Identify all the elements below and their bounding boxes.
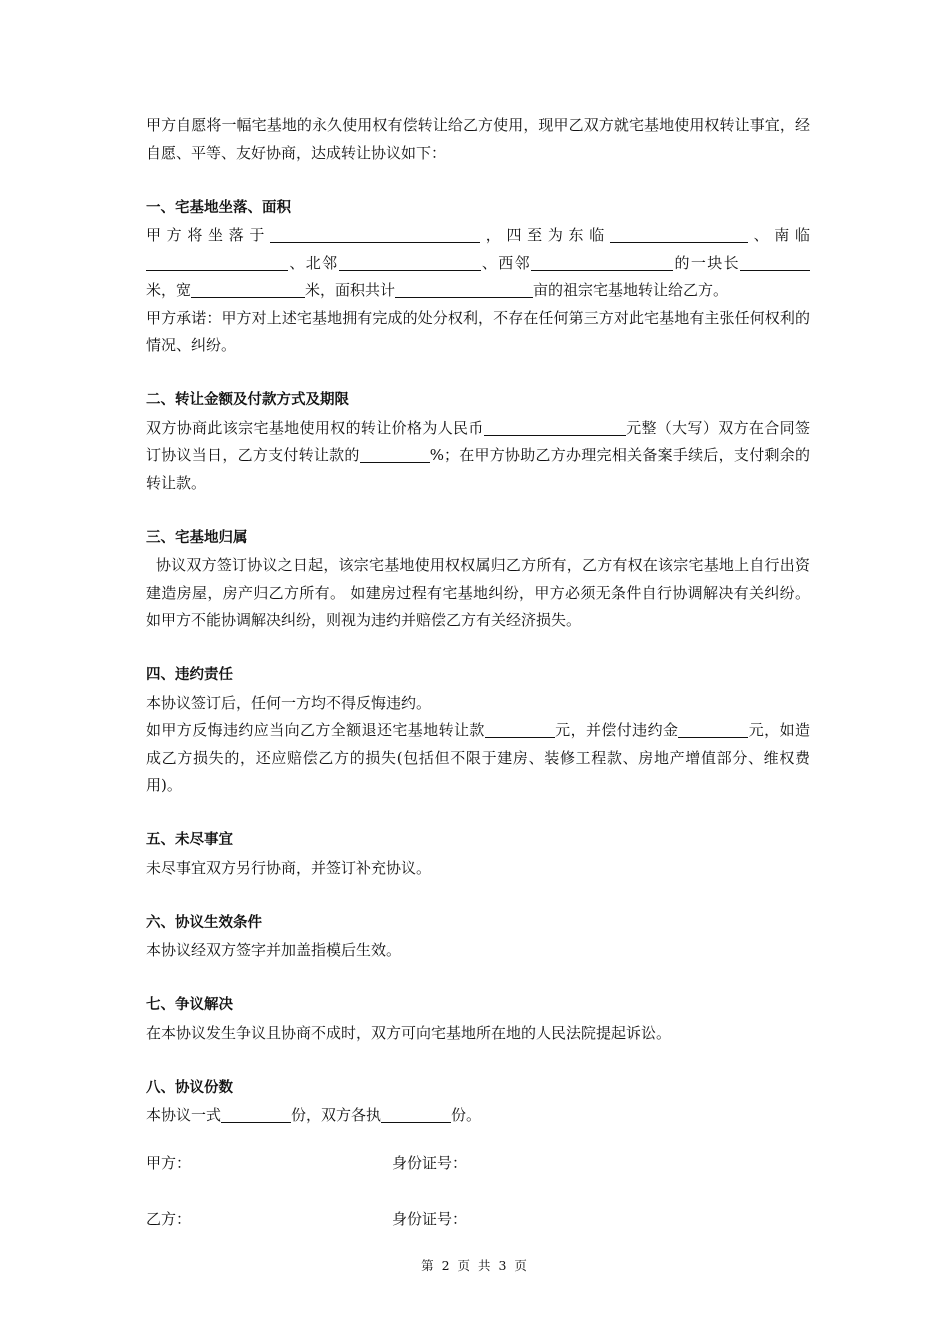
section-heading-payment: 二、转让金额及付款方式及期限	[146, 392, 349, 408]
blank-east[interactable]	[610, 225, 748, 243]
blank-length[interactable]	[740, 253, 810, 271]
blank-south[interactable]	[146, 253, 288, 271]
location-paragraph: 甲方将坐落于 ，四至为东临 、南临、北邻 、西邻 的一块长米，宽 米，面积共计 亩的祖宗宅基地转让给乙方。	[146, 226, 810, 299]
section-heading-liability: 四、违约责任	[146, 667, 233, 683]
liability-paragraph-2: 如甲方反悔违约应当向乙方全额退还宅基地转让款 元，并偿付违约金 元，如造成乙方损失的，还应赔偿乙方的损失(包括但不限于建房、装修工程款、房地产增值部分、维权费用)。	[146, 721, 810, 794]
commitment-paragraph: 甲方承诺：甲方对上述宅基地拥有完成的处分权利，不存在任何第三方对此宅基地有主张任何权利的情况、纠纷。	[146, 308, 810, 354]
blank-width[interactable]	[191, 280, 305, 298]
dispute-paragraph: 在本协议发生争议且协商不成时，双方可向宅基地所在地的人民法院提起诉讼。	[146, 1023, 672, 1042]
section-heading-misc: 五、未尽事宜	[146, 832, 233, 848]
copies-paragraph: 本协议一式 份，双方各执 份。	[146, 1106, 482, 1124]
liability-paragraph-1: 本协议签订后，任何一方均不得反悔违约。	[146, 693, 432, 712]
section-heading-location: 一、宅基地坐落、面积	[146, 199, 291, 216]
payment-paragraph: 双方协商此该宗宅基地使用权的转让价格为人民币 元整（大写）双方在合同签订协议当日，乙方支付转让款的 %；在甲方协助乙方办理完相关备案手续后，支付剩余的转让款。	[146, 418, 810, 492]
blank-copies-each[interactable]	[381, 1105, 451, 1123]
blank-copies-total[interactable]	[221, 1105, 291, 1123]
section-heading-ownership: 三、宅基地归属	[146, 529, 248, 546]
blank-north[interactable]	[339, 253, 481, 271]
blank-penalty[interactable]	[678, 720, 748, 738]
page-number: 第 2 页 共 3 页	[421, 1258, 529, 1273]
blank-refund[interactable]	[485, 720, 555, 738]
signature-party-b: 乙方：	[146, 1210, 192, 1228]
effect-paragraph: 本协议经双方签字并加盖指模后生效。	[146, 941, 402, 959]
ownership-paragraph: 协议双方签订协议之日起，该宗宅基地使用权权属归乙方所有，乙方有权在该宗宅基地上自行出资建造房屋，房产归乙方所有。 如建房过程有宅基地纠纷，甲方必须无条件自行协调解决有关纠纷。如甲方不能协调解决纠纷，则视为违约并赔偿乙方有关经济损失。	[146, 556, 810, 629]
section-heading-copies: 八、协议份数	[146, 1079, 233, 1096]
blank-area[interactable]	[395, 280, 533, 298]
blank-west[interactable]	[531, 253, 673, 271]
document-body	[146, 112, 810, 1130]
signature-id-a: 身份证号：	[392, 1154, 468, 1172]
signature-id-b: 身份证号：	[392, 1210, 468, 1228]
section-heading-effect: 六、协议生效条件	[146, 914, 262, 931]
blank-location[interactable]	[270, 225, 480, 243]
intro-paragraph: 甲方自愿将一幅宅基地的永久使用权有偿转让给乙方使用，现甲乙双方就宅基地使用权转让事宜，经自愿、平等、友好协商，达成转让协议如下：	[146, 116, 810, 162]
blank-price[interactable]	[484, 418, 626, 436]
signature-party-a: 甲方：	[146, 1154, 192, 1172]
section-heading-dispute: 七、争议解决	[146, 997, 233, 1013]
blank-percent[interactable]	[360, 445, 430, 463]
misc-paragraph: 未尽事宜双方另行协商，并签订补充协议。	[146, 858, 432, 877]
